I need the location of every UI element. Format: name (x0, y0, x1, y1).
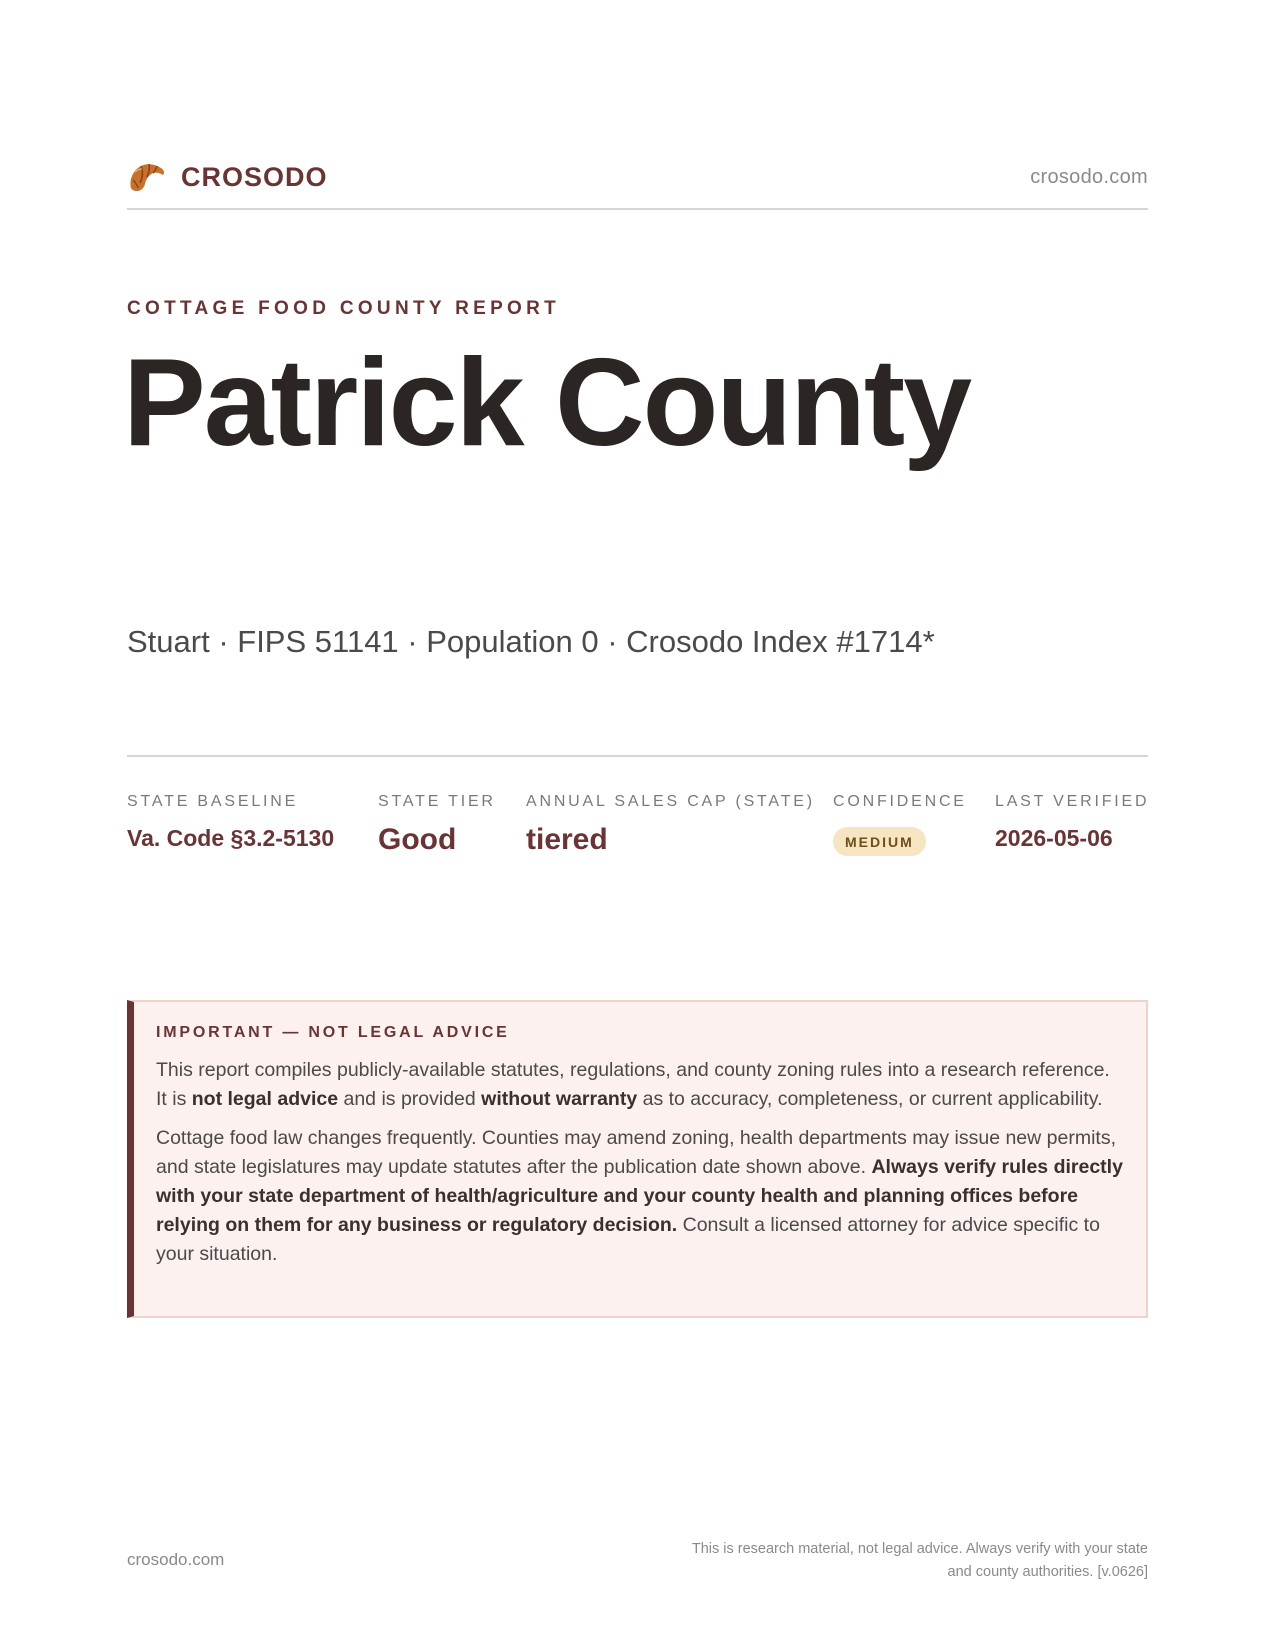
brand-name: CROSODO (181, 161, 328, 192)
page-title: Patrick County (123, 334, 971, 472)
notice-text: as to accuracy, completeness, or current applicability. (637, 1088, 1103, 1110)
footer-disclaimer-line: and county authorities. [v.0626] (947, 1564, 1148, 1580)
stat-value: 2026-05-06 (995, 825, 1113, 851)
footer-disclaimer (588, 1538, 1148, 1584)
stat-label: STATE BASELINE (127, 793, 299, 810)
stat-label: ANNUAL SALES CAP (STATE) (526, 793, 815, 810)
stat-state-baseline (127, 793, 334, 852)
stat-value: Good (378, 823, 457, 856)
notice-paragraph-2 (156, 1124, 1124, 1269)
croissant-icon (127, 158, 167, 196)
confidence-badge: MEDIUM (833, 827, 926, 856)
notice-text: and is provided (338, 1088, 482, 1110)
notice-paragraph-1 (156, 1056, 1124, 1114)
notice-title: IMPORTANT — NOT LEGAL ADVICE (156, 1024, 510, 1041)
stat-value: tiered (526, 823, 608, 856)
footer-site-link[interactable]: crosodo.com (127, 1550, 225, 1569)
brand[interactable] (127, 158, 328, 196)
stat-label: STATE TIER (378, 793, 496, 810)
notice-emphasis: without warranty (481, 1088, 638, 1110)
stat-last-verified (995, 793, 1149, 852)
stat-annual-sales-cap (526, 793, 815, 857)
footer-disclaimer-line: This is research material, not legal advice. Always verify with your state (691, 1541, 1148, 1557)
notice-text: Consult a licensed attorney for advice specific to your situation. (156, 1214, 1100, 1265)
notice-text: Cottage food law changes frequently. Counties may amend zoning, health departments may issue new permits, and state legislatures may update statutes after the publication date shown above. (156, 1127, 1116, 1178)
stat-label: LAST VERIFIED (995, 793, 1150, 810)
divider (127, 755, 1148, 757)
header-site-link[interactable]: crosodo.com (1030, 166, 1148, 188)
stat-label: CONFIDENCE (833, 793, 967, 810)
report-page (123, 0, 1150, 1650)
notice-body (156, 1056, 1124, 1279)
notice-emphasis: not legal advice (191, 1088, 339, 1110)
county-subline: Stuart · FIPS 51141 · Population 0 · Crosodo Index #1714* (127, 624, 935, 659)
notice-emphasis: Always verify rules directly with your state department of health/agriculture and your county health and planning offices before relying on them for any business or regulatory decision. (156, 1156, 1123, 1236)
report-eyebrow: COTTAGE FOOD COUNTY REPORT (127, 298, 561, 319)
page-header (127, 158, 1148, 210)
stat-confidence (833, 793, 967, 856)
stat-value: Va. Code §3.2-5130 (127, 825, 335, 851)
legal-notice (127, 1000, 1148, 1318)
stat-state-tier (378, 793, 496, 857)
notice-text: This report compiles publicly-available statutes, regulations, and county zoning rules into a research reference. It is (156, 1059, 1110, 1110)
